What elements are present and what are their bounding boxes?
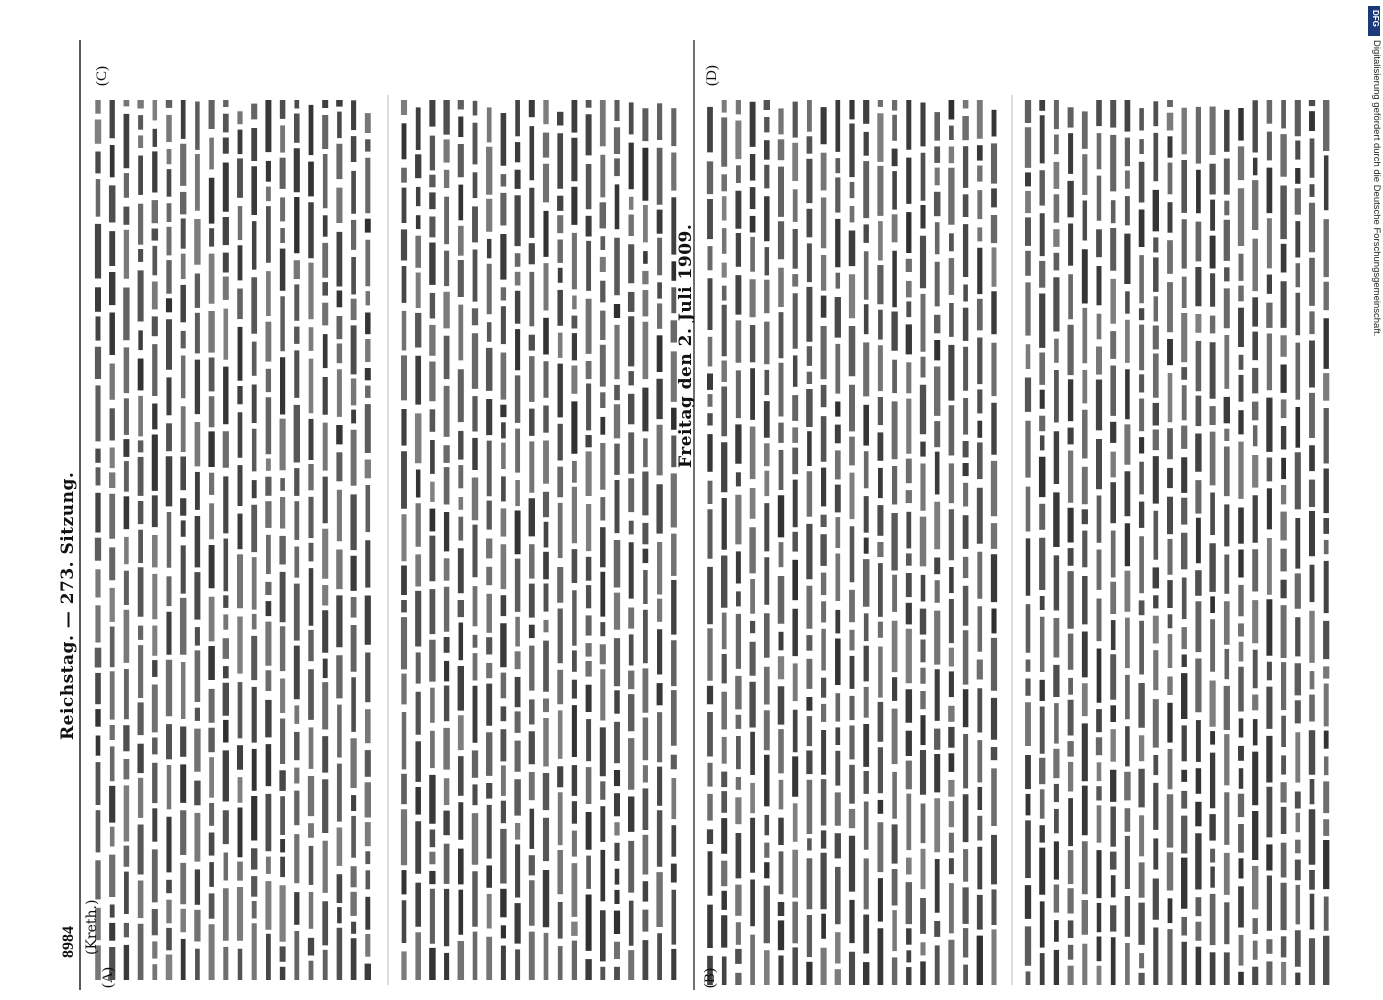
speaker-tag: (Kreth.) — [84, 899, 100, 955]
date-heading: Freitag den 2. Juli 1909. — [676, 223, 696, 468]
margin-letter-b: (B) — [702, 968, 718, 988]
dfg-logo — [1368, 6, 1380, 36]
margin-letter-d: (D) — [704, 65, 720, 86]
digitization-notice: Digitalisierung gefördert durch die Deutsche Forschungsgemeinschaft. — [1371, 40, 1382, 337]
page-number: 8984 — [60, 926, 77, 958]
margin-letter-a: (A) — [100, 967, 116, 988]
dfg-logo-text: DFG — [1371, 10, 1380, 27]
text-lines — [98, 100, 1326, 985]
session-heading: Reichstag. — 273. Sitzung. — [58, 471, 78, 740]
margin-letter-c: (C) — [94, 66, 110, 86]
